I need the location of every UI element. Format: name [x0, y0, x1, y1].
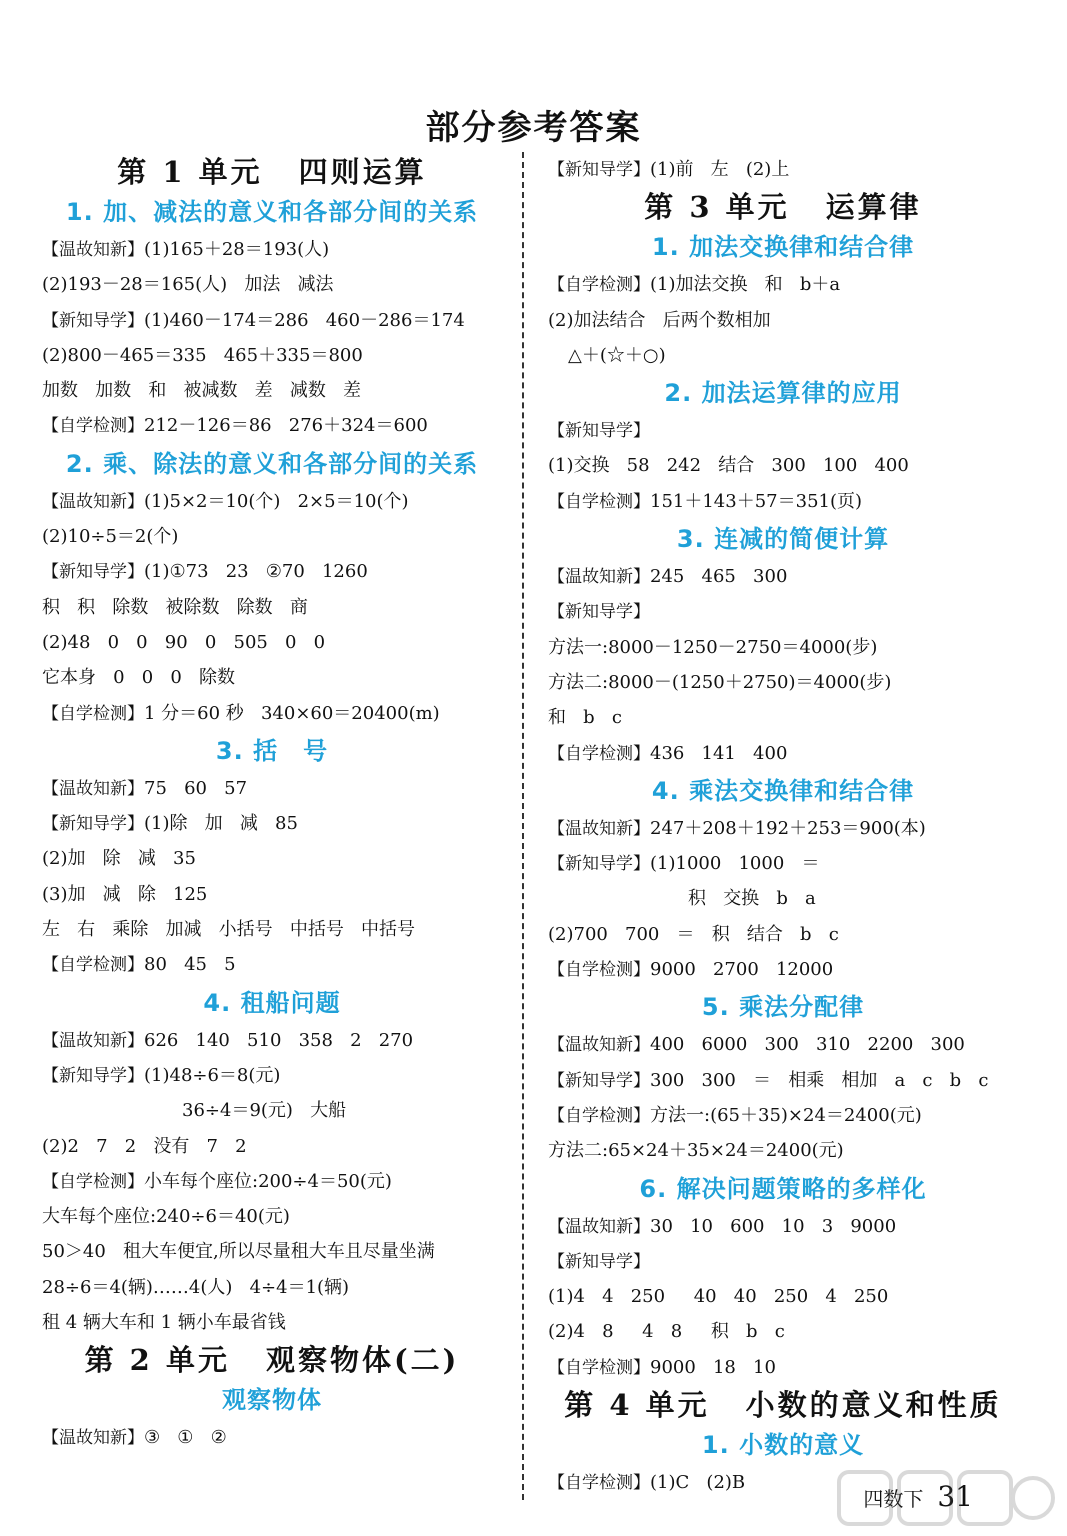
section-tag: 【温故知新】: [42, 1030, 144, 1051]
unit-heading: [42, 1340, 502, 1380]
answer-line: [42, 1058, 502, 1093]
answer-line: [42, 338, 502, 373]
answer-line: [42, 303, 502, 338]
answer-text: (3)加 减 除 125: [42, 883, 208, 905]
answer-line: [42, 877, 502, 912]
lesson-heading: 1. 加、减法的意义和各部分间的关系: [65, 198, 479, 226]
answer-text: (1)①73 23 ②70 1260: [144, 561, 368, 583]
section-tag: 【温故知新】: [548, 1216, 650, 1237]
answer-line: [42, 1420, 502, 1455]
answer-line: [548, 1098, 1018, 1133]
lesson-heading: 1. 加法交换律和结合律: [651, 233, 915, 262]
answer-line: [548, 881, 1018, 916]
answer-line: [548, 952, 1018, 987]
answer-line: [42, 625, 502, 660]
answer-line: [548, 700, 1018, 735]
answer-text: 245 465 300: [650, 566, 788, 588]
footer-label: 四数下: [863, 1487, 924, 1511]
answer-text: 9000 18 10: [650, 1356, 776, 1378]
section-tag: 【自学检测】: [548, 1105, 650, 1126]
answer-text: 方法二:65×24＋35×24＝2400(元): [548, 1140, 844, 1162]
unit-heading: [42, 152, 502, 192]
section-tag: 【新知导学】: [42, 1065, 144, 1086]
section-tag: 【新知导学】: [42, 814, 144, 835]
section-tag: 【自学检测】: [42, 703, 144, 724]
lesson-heading: 4. 租船问题: [203, 988, 341, 1017]
lesson-heading: 观察物体: [222, 1386, 322, 1415]
answer-line: [42, 267, 502, 302]
answer-text: 626 140 510 358 2 270: [144, 1029, 414, 1051]
section-tag: 【自学检测】: [548, 275, 650, 296]
answer-line: [548, 1027, 1018, 1062]
section-tag: 【温故知新】: [42, 491, 144, 512]
answer-line: [548, 559, 1018, 594]
answer-line: [42, 912, 502, 947]
answer-line: [42, 806, 502, 841]
answer-text: 1 分＝60 秒 340×60＝20400(m): [144, 702, 440, 724]
answer-line: [42, 660, 502, 695]
answer-line: [548, 484, 1018, 519]
section-tag: 【新知导学】: [42, 562, 144, 583]
answer-text: 80 45 5: [144, 954, 236, 976]
answer-line: [42, 1093, 502, 1128]
answer-text: 小车每个座位:200÷4＝50(元): [144, 1170, 392, 1192]
section-tag: 【自学检测】: [548, 1357, 650, 1378]
answer-text: 租 4 辆大车和 1 辆小车最省钱: [42, 1312, 286, 1334]
answer-text: (1)165＋28＝193(人): [144, 239, 330, 260]
section-tag: 【自学检测】: [42, 416, 144, 437]
right-column: [548, 152, 1018, 1500]
unit-name: 四则运算: [298, 155, 427, 189]
answer-text: 积 积 除数 被除数 除数 商: [42, 596, 308, 618]
section-tag: 【自学检测】: [42, 955, 144, 976]
answer-line: [42, 1234, 502, 1269]
answer-line: [548, 630, 1018, 665]
answer-line: [548, 1279, 1018, 1314]
answer-line: [548, 917, 1018, 952]
answer-text: (2)800－465＝335 465＋335＝800: [42, 344, 363, 366]
answer-text: 50＞40 租大车便宜,所以尽量租大车且尽量坐满: [42, 1241, 435, 1263]
unit-name: 运算律: [825, 190, 922, 225]
answer-text: 247＋208＋192＋253＝900(本): [650, 817, 926, 839]
column-divider: [522, 152, 524, 1500]
answer-text: 加数 加数 和 被减数 差 减数 差: [42, 380, 361, 402]
unit-number: 第 3 单元: [644, 190, 790, 225]
answer-line: [42, 519, 502, 554]
section-tag: 【自学检测】: [548, 743, 650, 764]
page-number: 31: [937, 1480, 973, 1513]
answer-text: (1)交换 58 242 结合 300 100 400: [548, 455, 909, 477]
answer-line: [548, 152, 1018, 187]
answer-line: [42, 408, 502, 443]
unit-number: 第 4 单元: [564, 1388, 710, 1423]
section-tag: 【新知导学】: [42, 310, 144, 331]
answer-text: (1)C (2)B: [650, 1472, 746, 1494]
answer-line: [548, 594, 1018, 629]
answer-line: [548, 1350, 1018, 1385]
unit-heading: [548, 187, 1018, 227]
answer-text: (2)10÷5＝2(个): [42, 526, 179, 548]
answer-text: 积 交换 b a: [688, 888, 816, 910]
answer-text: (2)700 700 ＝ 积 结合 b c: [548, 923, 839, 945]
answer-line: [42, 373, 502, 408]
unit-heading: [548, 1385, 1018, 1425]
page-title: 部分参考答案: [425, 108, 642, 148]
answer-line: [42, 1023, 502, 1058]
answer-text: 28÷6＝4(辆)……4(人) 4÷4＝1(辆): [42, 1276, 350, 1298]
answer-text: 和 b c: [548, 707, 622, 729]
answer-text: 方法一:(65＋35)×24＝2400(元): [650, 1104, 922, 1126]
answer-line: [548, 665, 1018, 700]
answer-line: [42, 1164, 502, 1199]
lesson-heading: 3. 连减的简便计算: [676, 525, 890, 554]
answer-line: [42, 554, 502, 589]
answer-line: [42, 1129, 502, 1164]
section-tag: 【温故知新】: [42, 240, 144, 260]
answer-text: (1)48÷6＝8(元): [144, 1064, 281, 1086]
section-tag: 【自学检测】: [548, 491, 650, 512]
unit-number: 第 2 单元: [84, 1343, 230, 1378]
section-tag: 【自学检测】: [548, 1473, 650, 1494]
lesson-heading: 1. 小数的意义: [701, 1431, 865, 1460]
answer-text: (1)460－174＝286 460－286＝174: [144, 309, 465, 331]
section-tag: 【新知导学】: [548, 602, 650, 623]
answer-text: 9000 2700 12000: [650, 959, 834, 981]
section-tag: 【自学检测】: [548, 960, 650, 981]
answer-text: ③ ① ②: [144, 1427, 227, 1449]
answer-text: (1)除 加 减 85: [144, 813, 298, 835]
answer-text: (2)193－28＝165(人) 加法 减法: [42, 274, 334, 296]
page-footer: [863, 1480, 973, 1513]
answer-text: (2)加 除 减 35: [42, 848, 196, 870]
answer-line: [548, 303, 1018, 338]
answer-text: (2)2 7 2 没有 7 2: [42, 1135, 247, 1157]
answer-text: 212－126＝86 276＋324＝600: [144, 415, 428, 437]
answer-text: (1)5×2＝10(个) 2×5＝10(个): [144, 490, 409, 512]
answer-line: [42, 1199, 502, 1234]
lesson-heading: 4. 乘法交换律和结合律: [651, 776, 915, 805]
answer-line: [548, 811, 1018, 846]
answer-line: [548, 448, 1018, 483]
answer-line: [548, 1063, 1018, 1098]
section-tag: 【温故知新】: [548, 567, 650, 588]
section-tag: 【新知导学】: [548, 160, 650, 180]
answer-text: 300 300 ＝ 相乘 相加 a c b c: [650, 1069, 989, 1091]
answer-line: [42, 484, 502, 519]
answer-line: [548, 1209, 1018, 1244]
answer-text: (1)前 左 (2)上: [650, 159, 790, 180]
unit-name: 小数的意义和性质: [745, 1388, 1002, 1423]
answer-text: 151＋143＋57＝351(页): [650, 490, 863, 512]
answer-text: 大车每个座位:240÷6＝40(元): [42, 1206, 290, 1228]
unit-number: 第 1 单元: [117, 155, 263, 189]
answer-line: [42, 590, 502, 625]
answer-line: [548, 338, 1018, 373]
section-tag: 【自学检测】: [42, 1171, 144, 1192]
answer-line: [42, 947, 502, 982]
answer-text: (1)4 4 250 40 40 250 4 250: [548, 1286, 889, 1308]
section-tag: 【温故知新】: [42, 778, 144, 799]
answer-text: 它本身 0 0 0 除数: [42, 667, 236, 689]
answer-text: 436 141 400: [650, 742, 788, 764]
answer-text: △＋(☆＋○): [568, 344, 666, 366]
answer-line: [42, 232, 502, 267]
answer-line: [548, 846, 1018, 881]
section-tag: 【新知导学】: [548, 854, 650, 875]
lesson-heading: 2. 乘、除法的意义和各部分间的关系: [65, 449, 479, 478]
answer-text: 30 10 600 10 3 9000: [650, 1215, 897, 1237]
section-tag: 【温故知新】: [548, 1035, 650, 1056]
answer-text: 400 6000 300 310 2200 300: [650, 1034, 965, 1056]
answer-text: 方法二:8000－(1250＋2750)＝4000(步): [548, 671, 892, 693]
section-tag: 【新知导学】: [548, 1070, 650, 1091]
answer-line: [548, 1314, 1018, 1349]
answer-text: 36÷4＝9(元) 大船: [182, 1100, 347, 1122]
section-tag: 【温故知新】: [548, 818, 650, 839]
answer-text: 左 右 乘除 加减 小括号 中括号 中括号: [42, 919, 415, 941]
answer-text: 方法一:8000－1250－2750＝4000(步): [548, 636, 878, 658]
lesson-heading: 5. 乘法分配律: [701, 993, 865, 1022]
answer-line: [548, 413, 1018, 448]
lesson-heading: 2. 加法运算律的应用: [664, 379, 902, 408]
lesson-heading: 3. 括 号: [215, 736, 329, 765]
left-column: [42, 152, 502, 1456]
lesson-heading: 6. 解决问题策略的多样化: [639, 1174, 927, 1203]
answer-text: (2)48 0 0 90 0 505 0 0: [42, 631, 326, 653]
answer-line: [548, 736, 1018, 771]
unit-name: 观察物体(二): [265, 1343, 460, 1378]
answer-line: [42, 771, 502, 806]
answer-line: [548, 1133, 1018, 1168]
answer-text: (2)4 8 4 8 积 b c: [548, 1321, 785, 1343]
section-tag: 【新知导学】: [548, 421, 650, 442]
answer-line: [42, 1270, 502, 1305]
section-tag: 【新知导学】: [548, 1251, 650, 1272]
section-tag: 【温故知新】: [42, 1428, 144, 1449]
answer-text: 75 60 57: [144, 777, 248, 799]
answer-line: [42, 696, 502, 731]
answer-line: [548, 267, 1018, 302]
answer-line: [548, 1244, 1018, 1279]
answer-line: [42, 841, 502, 876]
answer-line: [42, 1305, 502, 1340]
answer-text: (1)1000 1000 ＝: [650, 853, 820, 875]
answer-text: (2)加法结合 后两个数相加: [548, 309, 771, 331]
answer-text: (1)加法交换 和 b＋a: [650, 274, 841, 296]
